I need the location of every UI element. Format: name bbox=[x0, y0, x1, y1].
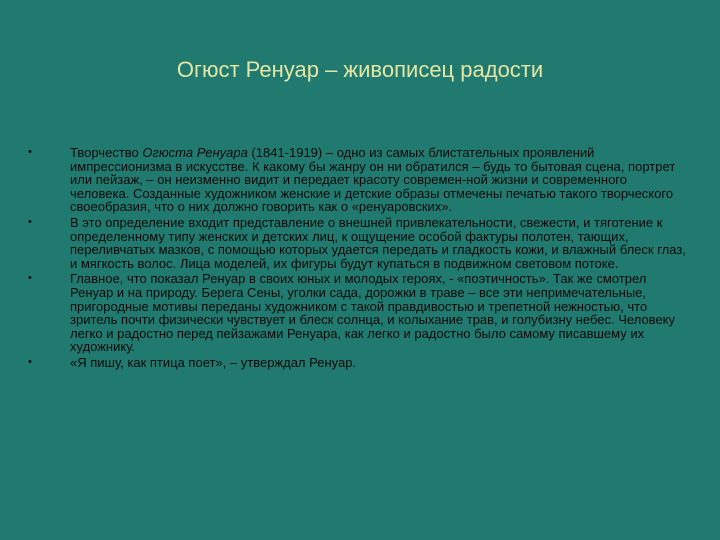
bullet-item-3 bbox=[28, 272, 688, 354]
bullet-text: «Я пишу, как птица поет», – утверждал Ренуар. bbox=[70, 354, 357, 370]
bullet-item-1 bbox=[28, 146, 688, 214]
bullet-text: В это определение входит представление о внешней привлекательности, свежести, и тяготение к определенному типу женских и детских лиц, к ощущение особой фактуры полотен, тающих, переливчатых мазков, с помощью которых удается передать и гладкость кожи, и влажный блеск глаз, и мягкость волос. Лица моделей, их фигуры будут купаться в подвижном световом потоке. bbox=[70, 214, 686, 271]
bullet-marker: • bbox=[28, 146, 32, 158]
bullet-text-suffix: (1841-1919) – одно из самых блистательных проявлений импрессионизма в искусстве. К какому бы жанру он ни обратился – будь то бытовая сцена, портрет или пейзаж, – он неизменно видит и передает красоту современ-ной жизни и современного человека. Созданные художником женские и детские образы отмечены печатью такого творческого своеобразия, что о них должно говорить как о «ренуаровских». bbox=[70, 145, 676, 215]
bullet-marker: • bbox=[28, 215, 32, 228]
artist-name-italic: Огюста Ренуара bbox=[142, 145, 248, 160]
bullet-item-2 bbox=[28, 216, 688, 270]
bullet-text: Главное, что показал Ренуар в своих юных и молодых героях, - «поэтичность». Так же смотрел Ренуар и на природу. Берега Сены, уголки сада, дорожки в траве – все эти непримечательные, пригородные мотивы переданы художником с такой правдивостью и трепетной нежностью, что зритель почти физически чувствует и блеск солнца, и колыхание трав, и голубизну небес. Человеку легко и радостно перед пейзажами Ренуара, как легко и радостно было самому писавшему их художнику. bbox=[70, 271, 676, 355]
bullet-list bbox=[28, 146, 688, 372]
bullet-item-4 bbox=[28, 356, 688, 370]
slide-title: Огюст Ренуар – живописец радости bbox=[176, 57, 544, 82]
bullet-marker: • bbox=[28, 355, 32, 368]
bullet-marker: • bbox=[28, 272, 32, 285]
bullet-text-prefix: Творчество bbox=[70, 145, 143, 160]
bullet-text bbox=[70, 146, 688, 214]
